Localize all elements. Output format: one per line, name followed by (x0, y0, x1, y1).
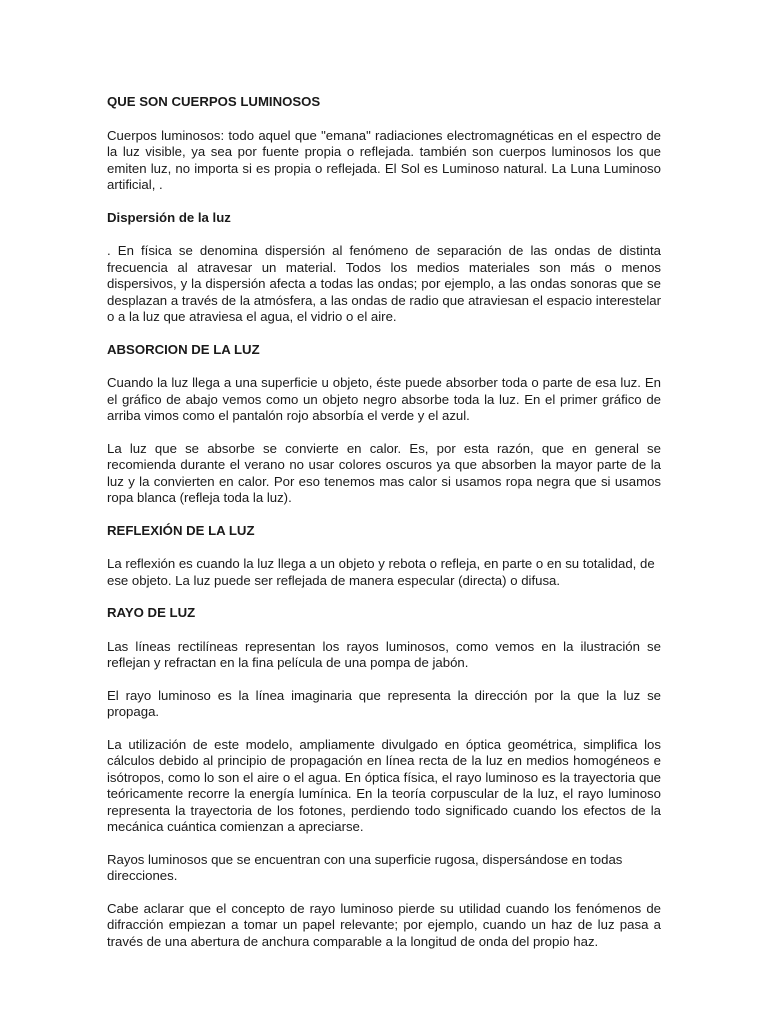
section-dispersion (107, 210, 661, 326)
paragraph: Rayos luminosos que se encuentran con una superficie rugosa, dispersándose en todas direcciones. (107, 851, 623, 883)
section-rayo-de-luz (107, 605, 661, 950)
paragraph: Cuando la luz llega a una superficie u objeto, éste puede absorber toda o parte de esa luz. En el gráfico de abajo vemos como un objeto negro absorbe toda la luz. En el primer gráfico de arriba vimos como el pantalón rojo absorbía el verde y el azul. (107, 375, 661, 423)
section-reflexion (107, 523, 661, 590)
paragraph: Cuerpos luminosos: todo aquel que "emana" radiaciones electromagnéticas en el espectro de la luz visible, ya sea por fuente propia o reflejada. también son cuerpos luminosos los que emiten luz, no importa si es propia o reflejada. El Sol es Luminoso natural. La Luna Luminoso artificial, . (107, 127, 661, 192)
document-page (107, 94, 661, 966)
paragraph: El rayo luminoso es la línea imaginaria que representa la dirección por la que la luz se propaga. (107, 687, 661, 719)
paragraph: . En física se denomina dispersión al fenómeno de separación de las ondas de distinta frecuencia al atravesar un material. Todos los medios materiales son más o menos dispersivos, y la dispersión afecta a todas las ondas; por ejemplo, a las ondas sonoras que se desplazan a través de la atmósfera, a las ondas de radio que atraviesan el espacio interestelar o a la luz que atraviesa el agua, el vidrio o el aire. (107, 243, 661, 324)
section-heading: QUE SON CUERPOS LUMINOSOS (107, 94, 321, 109)
paragraph: La luz que se absorbe se convierte en calor. Es, por esta razón, que en general se recomienda durante el verano no usar colores oscuros ya que absorben la mayor parte de la luz y la convierten en calor. Por eso tenemos mas calor si usamos ropa negra que si usamos ropa blanca (refleja toda la luz). (107, 440, 661, 505)
section-heading: ABSORCION DE LA LUZ (107, 341, 260, 357)
section-heading: Dispersión de la luz (107, 209, 231, 225)
section-cuerpos-luminosos (107, 94, 661, 194)
section-absorcion (107, 342, 661, 507)
paragraph: Las líneas rectilíneas representan los rayos luminosos, como vemos en la ilustración se reflejan y refractan en la fina película de una pompa de jabón. (107, 638, 661, 670)
paragraph: La reflexión es cuando la luz llega a un objeto y rebota o refleja, en parte o en su totalidad, de ese objeto. La luz puede ser reflejada de manera especular (directa) o difusa. (107, 556, 655, 588)
section-heading: RAYO DE LUZ (107, 605, 196, 620)
section-heading: REFLEXIÓN DE LA LUZ (107, 522, 255, 538)
paragraph: La utilización de este modelo, ampliamente divulgado en óptica geométrica, simplifica los cálculos debido al principio de propagación en línea recta de la luz en medios homogéneos e isótropos, como lo son el aire o el agua. En óptica física, el rayo luminoso es la trayectoria que teóricamente recorre la energía lumínica. En la teoría corpuscular de la luz, el rayo luminoso representa la trayectoria de los fotones, perdiendo todo significado cuando los efectos de la mecánica cuántica comienzan a apreciarse. (107, 736, 661, 834)
paragraph: Cabe aclarar que el concepto de rayo luminoso pierde su utilidad cuando los fenómenos de difracción empiezan a tomar un papel relevante; por ejemplo, cuando un haz de luz pasa a través de una abertura de anchura comparable a la longitud de onda del propio haz. (107, 900, 661, 949)
